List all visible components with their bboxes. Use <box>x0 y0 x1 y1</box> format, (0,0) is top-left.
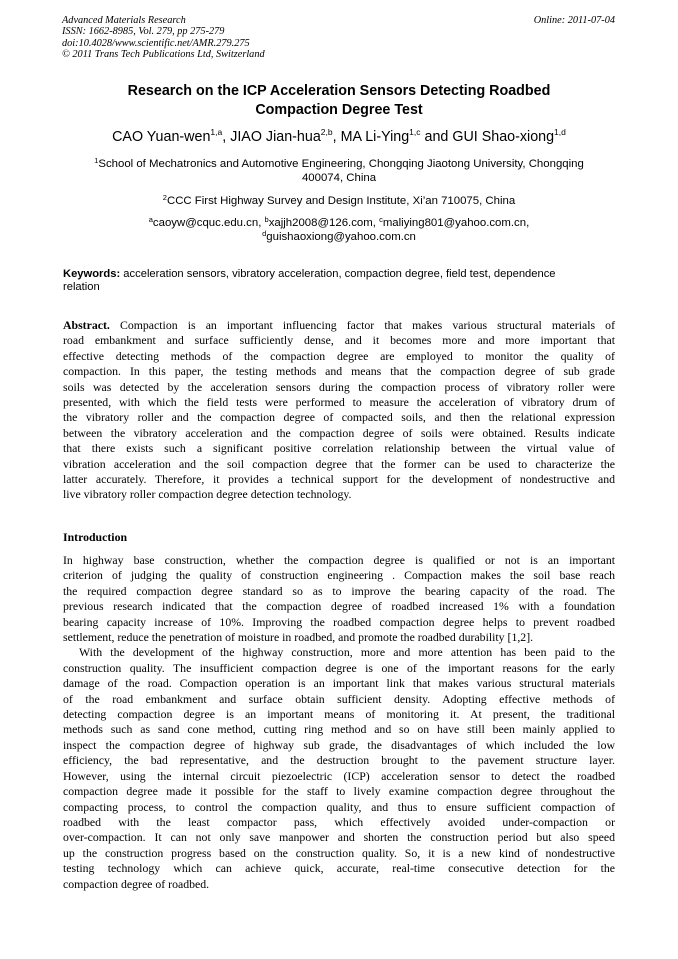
journal-header <box>62 15 265 61</box>
journal-issn: ISSN: 1662-8985, Vol. 279, pp 275-279 <box>62 26 225 38</box>
intro-line: detecting compaction degree is an important means of monitoring it. At present, the traditional <box>63 707 615 722</box>
affiliation-line <box>62 157 616 171</box>
intro-line: With the development of the highway construction, more and more attention has been paid to the <box>79 645 615 660</box>
journal-name: Advanced Materials Research <box>62 15 186 26</box>
keywords-text: acceleration sensors, vibratory acceleration, compaction degree, field test, dependence <box>120 268 556 280</box>
intro-line: compaction degree made it possible for the staff to lively examine compaction degree throughout the <box>63 784 615 799</box>
abstract-line: that there exists such a significant positive correlation relationship between the virtual value of <box>63 441 615 456</box>
abstract-line: compaction. In this paper, the testing methods and means that the compaction degree of sub grade <box>63 364 615 379</box>
abstract-line: road embankment and surface sufficiently dense, and it becomes more and more important that <box>63 333 615 348</box>
email-mark: a <box>148 215 153 224</box>
intro-line: over-compaction. It can not only save manpower and shorten the construction period but also speed <box>63 830 615 845</box>
abstract <box>63 318 615 503</box>
email-address: caoyw@cquc.edu.cn, <box>152 217 265 229</box>
author-name: CAO Yuan-wen <box>112 129 211 145</box>
author-affiliation-mark: 2,b <box>320 127 333 137</box>
author-name: GUI Shao-xiong <box>452 129 555 145</box>
abstract-line <box>63 318 615 333</box>
abstract-line: the vibratory roller and the compaction degree of compacted soils, and then the relational expression <box>63 410 615 425</box>
intro-line: previous research indicated that the compaction degree of roadbed increased 1% with a foundation <box>63 599 615 614</box>
intro-line: settlement, reduce the penetration of moisture in roadbed, and promote the roadbed durability [1,2]. <box>63 630 534 645</box>
author-affiliation-mark: 1,c <box>409 127 421 137</box>
intro-line: damage of the road. Compaction operation is an important link that makes various structural materials <box>63 676 615 691</box>
intro-line: In highway base construction, whether the compaction degree is qualified or not is an important <box>63 553 615 567</box>
intro-line: bearing capacity increase of 10%. Improving the roadbed compaction degree helps to prevent roadbed <box>63 614 615 629</box>
affiliation-2 <box>62 194 616 208</box>
keywords-label: Keywords: <box>63 268 121 280</box>
author-separator: and <box>420 129 453 145</box>
abstract-line: live vibratory roller compaction degree detection technology. <box>63 487 352 502</box>
abstract-line: presented, with which the field tests were performed to measure the acceleration of vibratory drum of <box>63 395 615 410</box>
abstract-line: effective detecting methods of the compaction degree are employed to monitor the quality of <box>63 348 615 363</box>
intro-line: the required compaction degree standard so as to improve the bearing capacity of the road. The <box>63 583 615 598</box>
intro-line: testing technology which can achieve quick, accurate, real-time consecutive detection for the <box>63 861 615 876</box>
author-list <box>40 127 638 147</box>
intro-line: of the road embankment and surface obtain sufficient density. Adopting effective methods of <box>63 691 615 706</box>
affiliation-line <box>62 194 616 208</box>
intro-line: construction quality. The insufficient compaction degree is one of the important reasons for the early <box>63 660 615 675</box>
paper-title <box>62 82 616 120</box>
author-name: JIAO Jian-hua <box>230 129 321 145</box>
introduction-body <box>63 553 615 892</box>
intro-line: methods such as sand cone method, cutting ring method and so on have still been mainly applied to <box>63 722 615 737</box>
section-heading-introduction: Introduction <box>63 530 128 544</box>
keywords-block <box>63 268 615 294</box>
author-separator: , <box>332 129 341 145</box>
email-address: maliying801@yahoo.com.cn, <box>382 217 530 229</box>
title-line: Research on the ICP Acceleration Sensors Detecting Roadbed <box>127 83 551 99</box>
intro-line: compacting process, to control the compaction quality, and thus to ensure sufficient compaction of <box>63 799 615 814</box>
online-date: Online: 2011-07-04 <box>533 15 615 26</box>
affiliation-mark: 2 <box>162 193 167 202</box>
author-affiliation-mark: 1,a <box>210 127 223 137</box>
email-mark: c <box>379 215 383 224</box>
email-mark: d <box>262 229 267 238</box>
abstract-text: Compaction is an important influencing factor that makes various structural materials of <box>109 318 615 332</box>
intro-line: roadbed with the least compactor pass, which effectively avoided under-compaction or <box>63 814 615 829</box>
intro-line: criterion of judging the quality of construction engineering . Compaction makes the soil base reach <box>63 568 615 583</box>
intro-line: up the construction progress based on the construction quality. So, it is a new kind of nondestructive <box>63 845 615 860</box>
affiliation-text: CCC First Highway Survey and Design Institute, Xi’an 710075, China <box>166 195 516 207</box>
journal-copyright: © 2011 Trans Tech Publications Ltd, Switzerland <box>62 49 265 61</box>
keywords-line <box>63 268 615 281</box>
email-address: xajjh2008@126.com, <box>268 217 380 229</box>
email-line <box>62 230 616 244</box>
abstract-line: between the vibratory acceleration and the compaction degree of soils were obtained. Results indicate <box>63 425 615 440</box>
author-name: MA Li-Ying <box>340 129 410 145</box>
intro-line: compaction degree of roadbed. <box>63 876 210 891</box>
journal-doi: doi:10.4028/www.scientific.net/AMR.279.275 <box>62 37 250 49</box>
affiliation-1 <box>62 157 616 185</box>
abstract-line: soils was detected by the acceleration sensors during the compaction process of vibratory roller were <box>63 379 615 394</box>
abstract-line: vibration acceleration and the soil compaction degree that the former can be used to characterize the <box>63 456 615 471</box>
author-affiliation-mark: 1,d <box>554 127 566 137</box>
abstract-label: Abstract. <box>63 318 110 332</box>
email-mark: b <box>264 215 269 224</box>
email-line <box>62 216 616 230</box>
keywords-line: relation <box>63 281 100 293</box>
abstract-line: latter accurately. Therefore, it provides a technical support for the development of nondestructive and <box>63 472 615 487</box>
email-address: guishaoxiong@yahoo.com.cn <box>266 231 416 243</box>
affiliation-text: School of Mechatronics and Automotive Engineering, Chongqing Jiaotong University, Chongqing <box>98 158 584 170</box>
affiliation-mark: 1 <box>94 156 99 165</box>
intro-line: inspect the compaction degree of highway sub grade, the disadvantages of which included the low <box>63 737 615 752</box>
author-separator: , <box>222 129 231 145</box>
intro-line: efficiency, the bad representative, and the destruction brought to the pavement structure layer. <box>63 753 615 768</box>
author-emails <box>62 216 616 244</box>
title-line: Compaction Degree Test <box>255 102 423 118</box>
affiliation-line: 400074, China <box>301 172 377 184</box>
intro-line: However, using the internal circuit piezoelectric (ICP) acceleration sensor to detect the roadbed <box>63 768 615 783</box>
